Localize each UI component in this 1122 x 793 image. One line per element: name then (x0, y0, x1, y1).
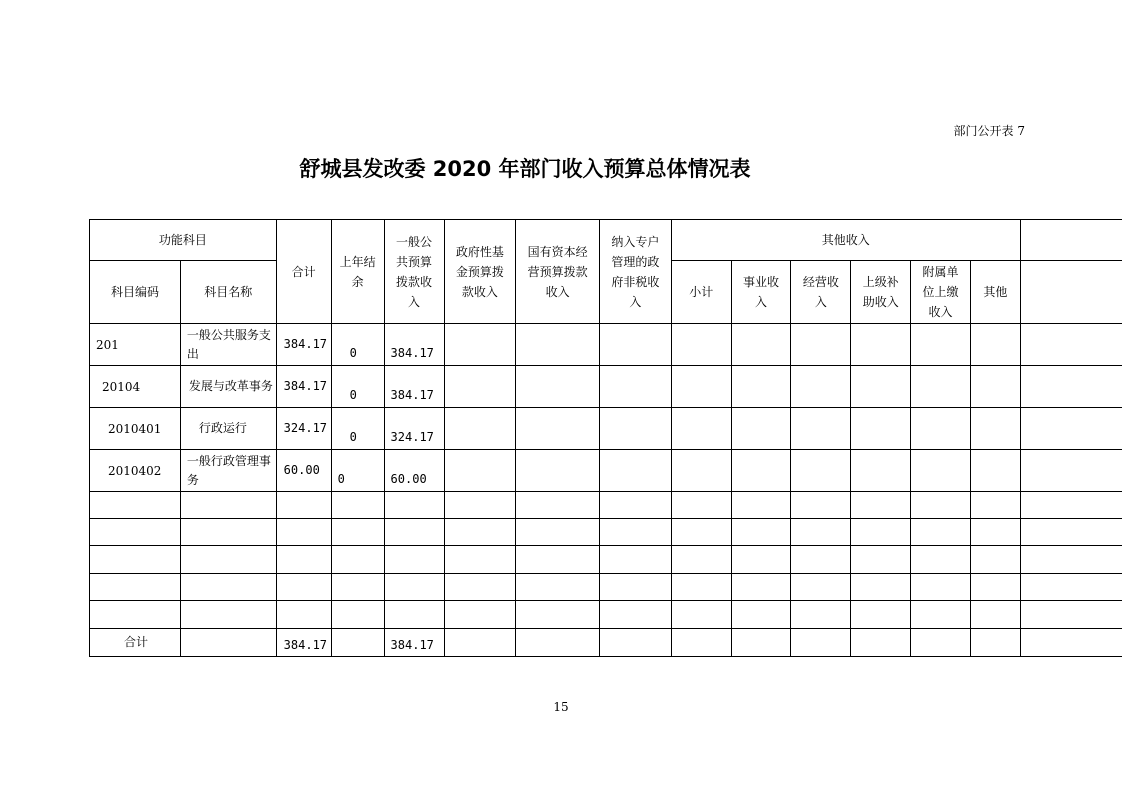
table-row (90, 450, 1122, 492)
header-other-income: 其他收入 (671, 220, 1020, 261)
table-row (90, 601, 1122, 629)
empty-cell (791, 408, 851, 450)
empty-cell (970, 450, 1020, 492)
page-number: 15 (553, 700, 569, 714)
empty-cell (731, 366, 791, 408)
empty-cell (1020, 450, 1122, 492)
row-code: 20104 (90, 366, 181, 408)
header-state-capital: 国有资本经 营预算拨款 收入 (516, 220, 600, 324)
header-func-subject: 功能科目 (90, 220, 277, 261)
header-total: 合计 (276, 220, 331, 324)
header-business: 事业收 入 (731, 261, 791, 324)
empty-cell (851, 366, 911, 408)
empty-cell (791, 450, 851, 492)
empty-cell (731, 450, 791, 492)
empty-cell (851, 450, 911, 492)
empty-cell (970, 324, 1020, 366)
empty-cell (731, 408, 791, 450)
header-nontax: 纳入专户 管理的政 府非税收 入 (600, 220, 672, 324)
empty-cell (671, 408, 731, 450)
empty-cell (731, 324, 791, 366)
row-name: 行政运行 (180, 408, 276, 450)
budget-table (89, 219, 1122, 657)
row-name: 发展与改革事务 (180, 366, 276, 408)
empty-cell (444, 366, 516, 408)
empty-cell (851, 408, 911, 450)
empty-cell (331, 629, 384, 657)
empty-cell (911, 366, 971, 408)
empty-cell (1020, 408, 1122, 450)
empty-cell (671, 324, 731, 366)
header-subtotal: 小计 (671, 261, 731, 324)
table-row (90, 546, 1122, 574)
empty-cell (516, 324, 600, 366)
empty-cell (600, 408, 672, 450)
header-extra (1020, 261, 1122, 324)
empty-cell (444, 324, 516, 366)
empty-cell (970, 366, 1020, 408)
empty-cell (180, 629, 276, 657)
page-title: 舒城县发改委 2020 年部门收入预算总体情况表 (299, 157, 751, 181)
empty-cell (444, 450, 516, 492)
empty-cell (516, 408, 600, 450)
header-name: 科目名称 (180, 261, 276, 324)
total-label: 合计 (90, 629, 181, 657)
empty-cell (600, 366, 672, 408)
row-carryover: 0 (331, 408, 384, 450)
empty-cell (1020, 366, 1122, 408)
row-name: 一般行政管理事务 (180, 450, 276, 492)
row-code: 201 (90, 324, 181, 366)
row-total: 324.17 (276, 408, 331, 450)
table-row (90, 574, 1122, 601)
empty-cell (600, 450, 672, 492)
row-carryover: 0 (331, 366, 384, 408)
row-total: 60.00 (276, 450, 331, 492)
header-affiliated: 附属单 位上缴 收入 (911, 261, 971, 324)
table-row (90, 366, 1122, 408)
row-general: 384.17 (384, 324, 444, 366)
empty-cell (516, 366, 600, 408)
table-row (90, 408, 1122, 450)
row-general: 60.00 (384, 450, 444, 492)
row-code: 2010402 (90, 450, 181, 492)
empty-cell (970, 408, 1020, 450)
table-row (90, 492, 1122, 519)
header-superior: 上级补 助收入 (851, 261, 911, 324)
row-general: 384.17 (384, 366, 444, 408)
empty-cell (671, 450, 731, 492)
empty-cell (791, 324, 851, 366)
row-total: 384.17 (276, 366, 331, 408)
row-name: 一般公共服务支出 (180, 324, 276, 366)
empty-cell (1020, 324, 1122, 366)
header-carryover: 上年结 余 (331, 220, 384, 324)
row-carryover: 0 (331, 450, 384, 492)
header-operating: 经营收 入 (791, 261, 851, 324)
total-general: 384.17 (384, 629, 444, 657)
empty-cell (671, 366, 731, 408)
empty-cell (516, 450, 600, 492)
row-carryover: 0 (331, 324, 384, 366)
header-gov-fund: 政府性基 金预算拨 款收入 (444, 220, 516, 324)
empty-cell (851, 324, 911, 366)
table-row (90, 324, 1122, 366)
empty-cell (600, 324, 672, 366)
row-general: 324.17 (384, 408, 444, 450)
header-code: 科目编码 (90, 261, 181, 324)
empty-cell (444, 408, 516, 450)
row-total: 384.17 (276, 324, 331, 366)
empty-cell (791, 366, 851, 408)
table-row (90, 519, 1122, 546)
table-tag: 部门公开表 7 (953, 124, 1025, 138)
header-other: 其他 (970, 261, 1020, 324)
empty-cell (911, 408, 971, 450)
row-code: 2010401 (90, 408, 181, 450)
total-row (90, 629, 1122, 657)
header-extra (1020, 220, 1122, 261)
empty-cell (911, 324, 971, 366)
header-general-budget: 一般公 共预算 拨款收 入 (384, 220, 444, 324)
empty-cell (911, 450, 971, 492)
total-value: 384.17 (276, 629, 331, 657)
